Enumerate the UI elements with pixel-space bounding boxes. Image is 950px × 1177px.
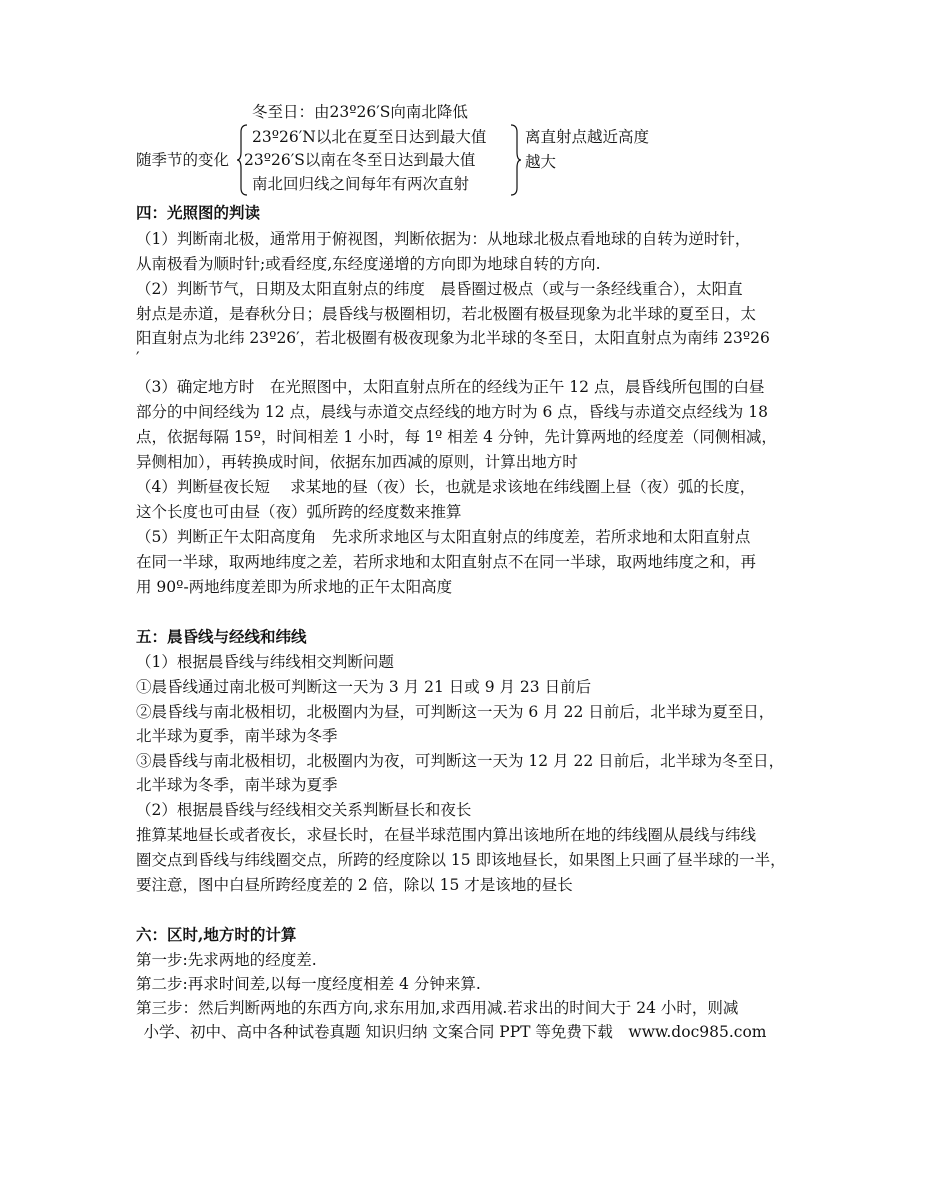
seasonal-label: 随季节的变化 xyxy=(136,151,230,169)
seasonal-variation-block xyxy=(136,102,836,202)
section-6-heading: 六：区时,地方时的计算 xyxy=(136,925,297,944)
section-5-line: （2）根据晨昏线与经线相交关系判断昼长和夜长 xyxy=(136,801,472,819)
section-5-line: ①晨昏线通过南北极可判断这一天为 3 月 21 日或 9 月 23 日前后 xyxy=(136,678,592,696)
section-5-line: 圈交点到昏线与纬线圈交点，所跨的经度除以 15 即该地昼长，如果图上只画了昼半球的一半， xyxy=(136,851,786,869)
section-5-line: 北半球为冬季，南半球为夏季 xyxy=(136,776,338,794)
seasonal-result-line2: 越大 xyxy=(525,153,557,171)
section-4-line: 异侧相加），再转换成时间，依据东加西减的原则，计算出地方时 xyxy=(136,453,578,471)
section-4-line: 部分的中间经线为 12 点，晨线与赤道交点经线的地方时为 6 点，昏线与赤道交点经线为 18 xyxy=(136,403,768,421)
seasonal-item: 23º26′S以南在冬至日达到最大值 xyxy=(244,151,476,169)
section-4-line: 阳直射点为北纬 23º26′，若北极圈有极夜现象为北半球的冬至日，太阳直射点为南纬 23º26 xyxy=(136,329,770,347)
section-4-line: （1）判断南北极，通常用于俯视图，判断依据为：从地球北极点看地球的自转为逆时针， xyxy=(136,230,751,248)
section-5-heading: 五：晨昏线与经线和纬线 xyxy=(136,627,307,646)
page-footer: 小学、初中、高中各种试卷真题 知识归纳 文案合同 PPT 等免费下载 www.doc985.com xyxy=(143,1023,767,1041)
section-4-line: 射点是赤道，是春秋分日；晨昏线与极圈相切，若北极圈有极昼现象为北半球的夏至日，太 xyxy=(136,305,757,323)
section-5-line: 要注意，图中白昼所跨经度差的 2 倍，除以 15 才是该地的昼长 xyxy=(136,876,573,894)
seasonal-item: 23º26′N以北在夏至日达到最大值 xyxy=(252,128,487,146)
section-5-line: ②晨昏线与南北极相切，北极圈内为昼，可判断这一天为 6 月 22 日前后，北半球为夏至日， xyxy=(136,703,775,721)
section-5-line: ③晨昏线与南北极相切，北极圈内为夜，可判断这一天为 12 月 22 日前后，北半球为冬至日， xyxy=(136,752,785,770)
section-4-line: 用 90º-两地纬度差即为所求地的正午太阳高度 xyxy=(136,578,453,596)
section-4-line: （5）判断正午太阳高度角 先求所求地区与太阳直射点的纬度差，若所求地和太阳直射点 xyxy=(136,528,751,546)
section-4-line: （2）判断节气，日期及太阳直射点的纬度 晨昏圈过极点（或与一条经线重合），太阳直 xyxy=(136,280,743,298)
section-6-line: 第二步:再求时间差,以每一度经度相差 4 分钟来算. xyxy=(136,975,481,993)
seasonal-result-line1: 离直射点越近高度 xyxy=(525,128,650,146)
section-4-heading: 四：光照图的判读 xyxy=(136,203,261,222)
section-6-line: 第一步:先求两地的经度差. xyxy=(136,951,317,969)
winter-solstice-line: 冬至日：由23º26′S向南北降低 xyxy=(252,103,468,121)
section-5-line: （1）根据晨昏线与纬线相交判断问题 xyxy=(136,653,394,671)
section-4-line: 点，依据每隔 15º，时间相差 1 小时，每 1º 相差 4 分钟，先计算两地的经度差（同侧相减， xyxy=(136,428,777,446)
section-4-line: 从南极看为顺时针;或看经度,东经度递增的方向即为地球自转的方向. xyxy=(136,255,601,273)
section-4-line: ′ xyxy=(136,349,140,367)
section-4-line: 在同一半球，取两地纬度之差，若所求地和太阳直射点不在同一半球，取两地纬度之和，再 xyxy=(136,553,757,571)
section-5-line: 推算某地昼长或者夜长，求昼长时，在昼半球范围内算出该地所在地的纬线圈从晨线与纬线 xyxy=(136,826,757,844)
section-5-line: 北半球为夏季，南半球为冬季 xyxy=(136,727,338,745)
section-4-line: （3）确定地方时 在光照图中，太阳直射点所在的经线为正午 12 点，晨昏线所包围的白昼 xyxy=(136,378,765,396)
section-4-line: 这个长度也可由昼（夜）弧所跨的经度数来推算 xyxy=(136,503,462,521)
right-brace-icon xyxy=(510,124,522,196)
seasonal-item: 南北回归线之间每年有两次直射 xyxy=(252,175,470,193)
section-4-line: （4）判断昼夜长短 求某地的昼（夜）长，也就是求该地在纬线圈上昼（夜）弧的长度， xyxy=(136,478,756,496)
section-6-line: 第三步：然后判断两地的东西方向,求东用加,求西用减.若求出的时间大于 24 小时，则减 xyxy=(136,999,739,1017)
